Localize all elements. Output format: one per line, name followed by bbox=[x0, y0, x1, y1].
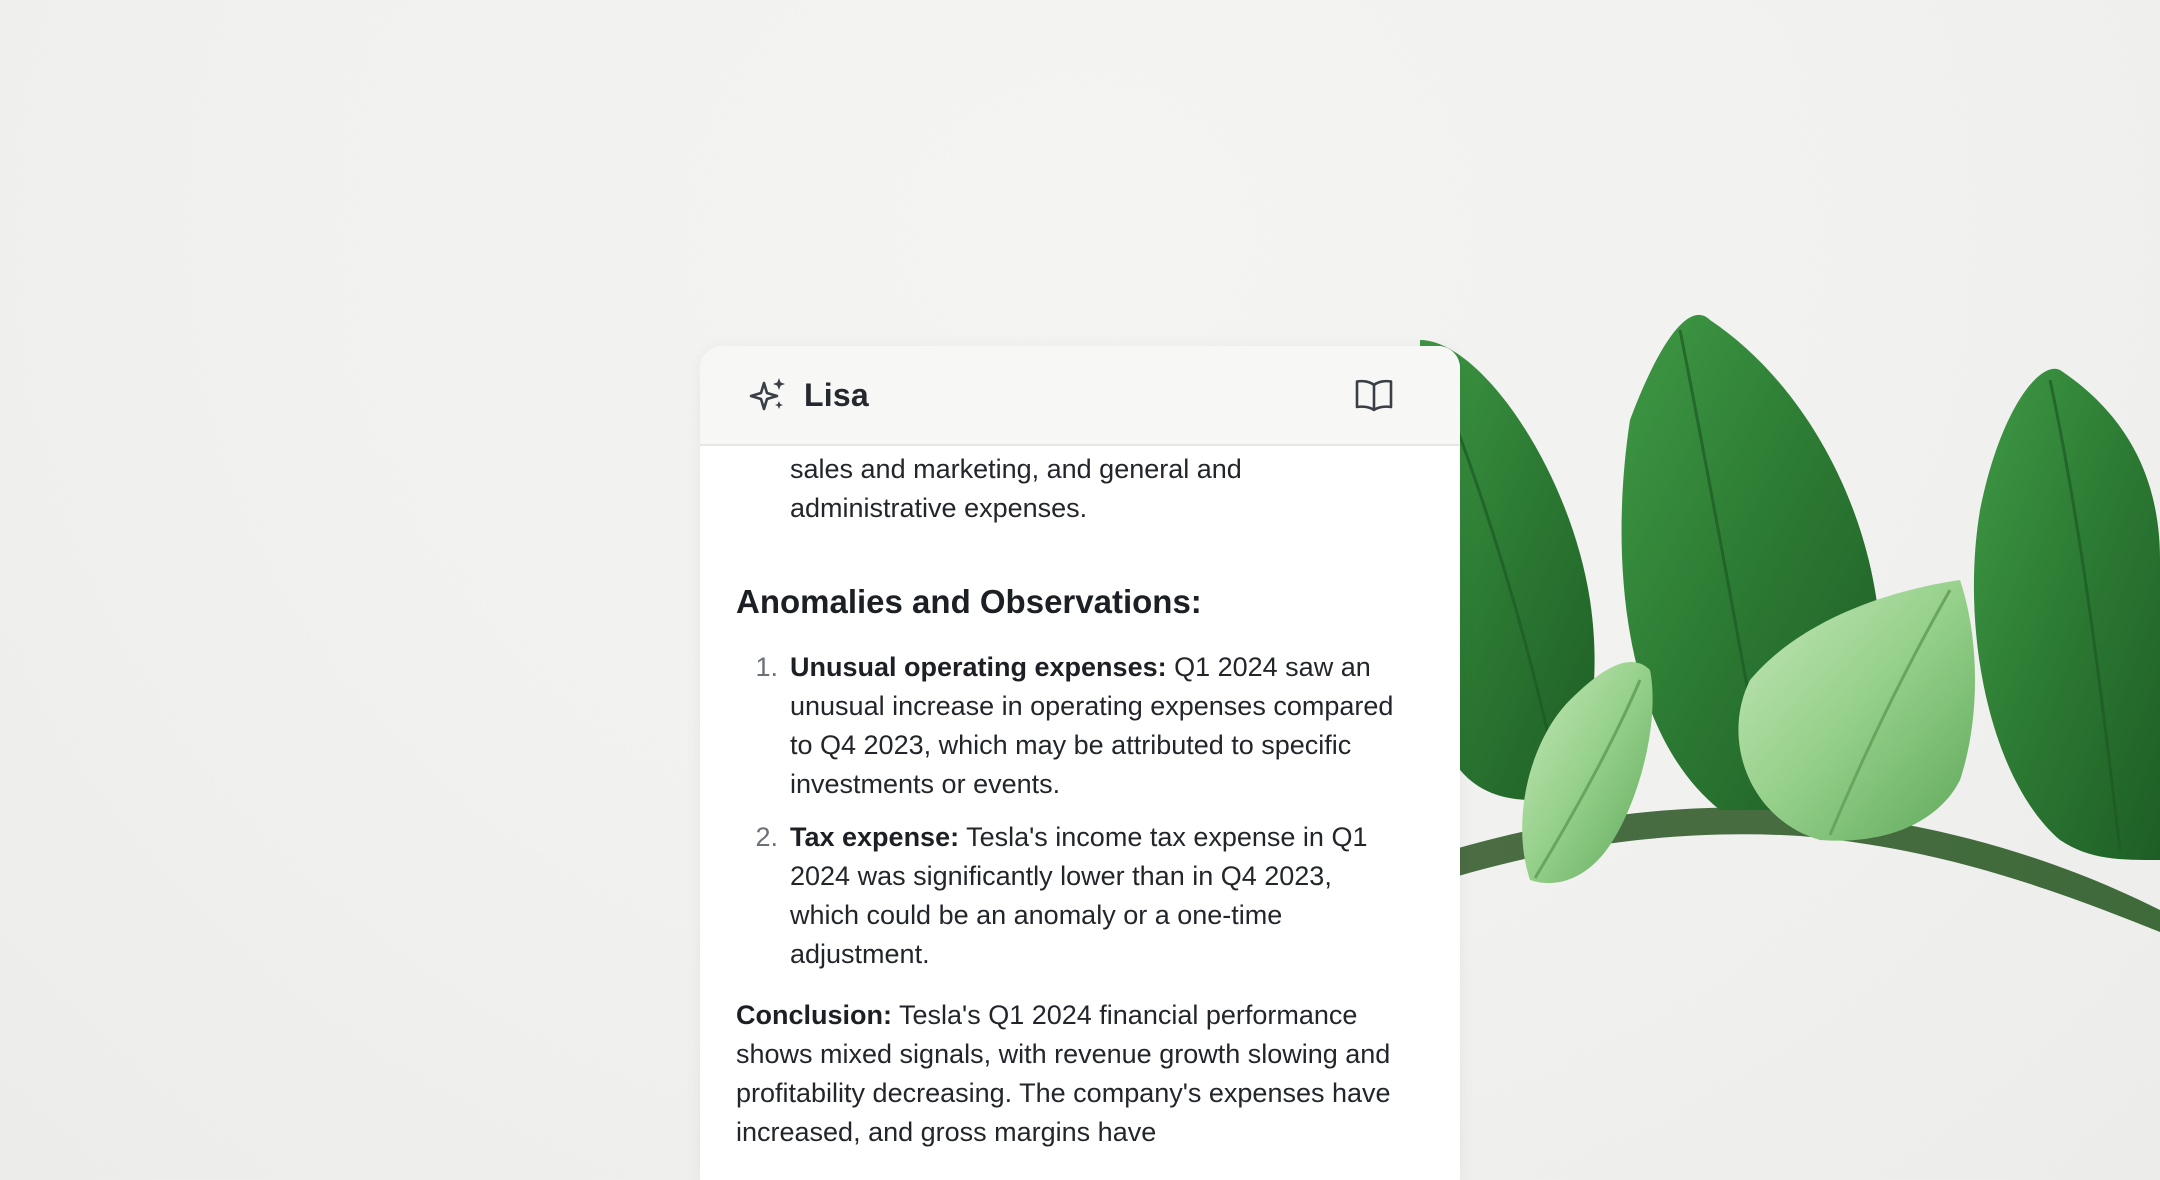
conclusion-paragraph bbox=[736, 996, 1402, 1152]
chat-message bbox=[700, 446, 1460, 1180]
list-item bbox=[736, 818, 1402, 974]
conclusion-label: Conclusion: bbox=[736, 1000, 892, 1030]
list-item-text bbox=[790, 818, 1402, 974]
anomalies-list bbox=[736, 648, 1402, 974]
anomalies-heading: Anomalies and Observations: bbox=[736, 583, 1202, 620]
list-item-body: Q1 2024 saw an unusual increase in operating expenses compared to Q4 2023, which may be attributed to specific investments or events. bbox=[790, 652, 1394, 799]
assistant-identity bbox=[748, 375, 869, 415]
assistant-name: Lisa bbox=[804, 376, 869, 413]
knowledge-book-button[interactable] bbox=[1352, 373, 1396, 417]
list-item bbox=[736, 648, 1402, 804]
list-item-title: Unusual operating expenses: bbox=[790, 652, 1167, 682]
list-item-number: 1. bbox=[755, 652, 778, 682]
plant-decoration bbox=[1420, 300, 2160, 940]
leaf-right bbox=[1974, 369, 2160, 860]
sparkle-icon bbox=[748, 375, 788, 415]
message-continued-text: sales and marketing, and general and administrative expenses. bbox=[790, 454, 1242, 523]
assistant-chat-panel bbox=[700, 346, 1460, 1180]
list-item-title: Tax expense: bbox=[790, 822, 960, 852]
chat-header bbox=[700, 346, 1460, 446]
list-item-number: 2. bbox=[755, 822, 778, 852]
book-open-icon bbox=[1355, 378, 1393, 412]
list-item-text bbox=[790, 648, 1402, 804]
conclusion-text: Tesla's Q1 2024 financial performance shows mixed signals, with revenue growth slowing and profitability decreasing. The company's expenses have increased, and gross margins have bbox=[736, 1000, 1391, 1147]
list-item-body: Tesla's income tax expense in Q1 2024 was significantly lower than in Q4 2023, which could be an anomaly or a one-time adjustment. bbox=[790, 822, 1368, 969]
